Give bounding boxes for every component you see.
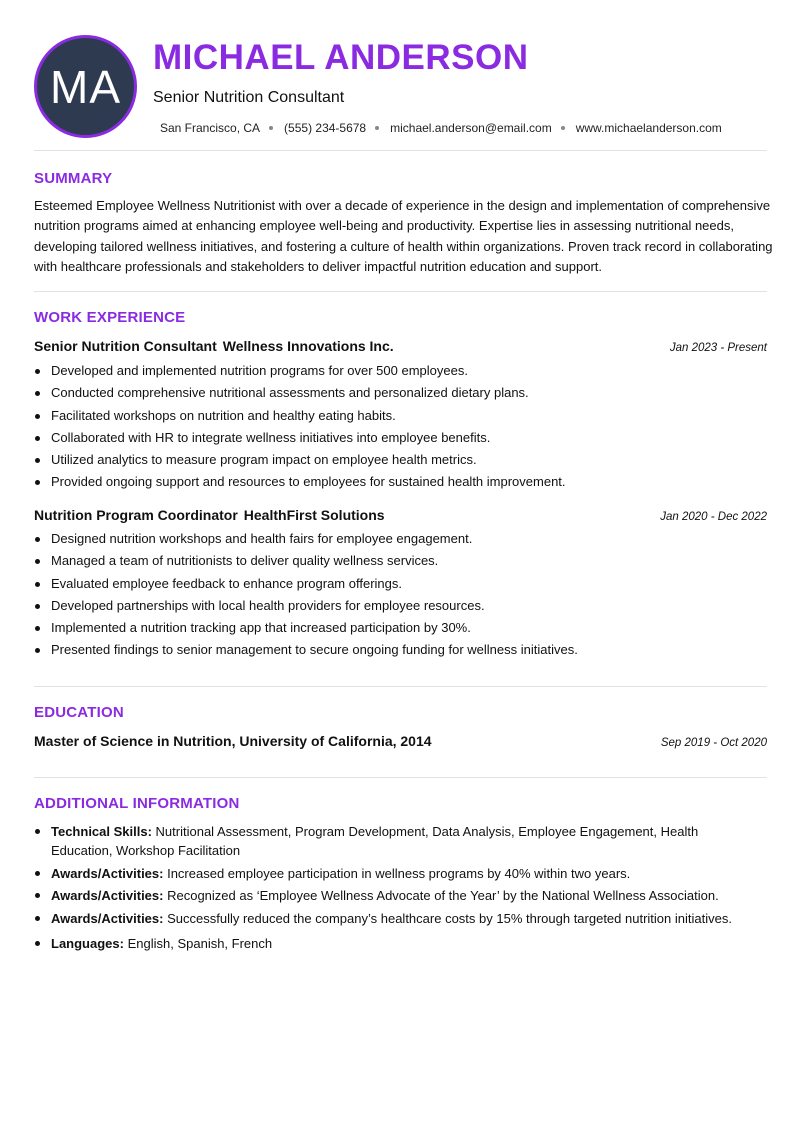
job-header xyxy=(34,507,767,523)
list-item: Utilized analytics to measure program impact on employee health metrics. xyxy=(51,449,771,471)
summary-text: Esteemed Employee Wellness Nutritionist with over a decade of experience in the design and implementation of comprehensive nutrition programs aimed at enhancing employee well-being and productivity. Expertise lies in assessing nutritional needs, developing tailored wellness initiatives, and fostering a culture of health within organizations. Proven track record in collaborating with healthcare professionals and stakeholders to deliver impactful nutrition education and support. xyxy=(34,198,773,275)
divider xyxy=(34,686,767,687)
list-item: Facilitated workshops on nutrition and healthy eating habits. xyxy=(51,405,771,427)
job-company: HealthFirst Solutions xyxy=(243,507,385,523)
info-label: Awards/Activities: xyxy=(51,865,164,881)
education-dates: Sep 2019 - Oct 2020 xyxy=(660,737,767,749)
list-item: Conducted comprehensive nutritional assessments and personalized dietary plans. xyxy=(51,382,771,404)
info-text: Recognized as ‘Employee Wellness Advocate of the Year’ by the National Wellness Association. xyxy=(167,888,719,903)
contact-website[interactable]: www.michaelanderson.com xyxy=(575,121,722,135)
list-item: Developed and implemented nutrition programs for over 500 employees. xyxy=(51,360,771,382)
info-text: Increased employee participation in wellness programs by 40% within two years. xyxy=(167,865,631,881)
list-item: Developed partnerships with local health providers for employee resources. xyxy=(51,595,771,617)
avatar xyxy=(34,35,137,138)
candidate-role: Senior Nutrition Consultant xyxy=(153,89,345,106)
separator-dot-icon xyxy=(269,126,273,130)
list-item: Presented findings to senior management to secure ongoing funding for wellness initiatives. xyxy=(51,639,771,661)
job-position: Senior Nutrition Consultant xyxy=(34,338,217,354)
contact-email[interactable]: michael.anderson@email.com xyxy=(390,121,552,135)
education-header xyxy=(34,733,767,749)
info-text: Successfully reduced the company’s healthcare costs by 15% through targeted nutrition initiatives. xyxy=(167,910,732,926)
list-item xyxy=(51,864,761,883)
additional-heading: ADDITIONAL INFORMATION xyxy=(34,795,240,812)
list-item: Designed nutrition workshops and health fairs for employee engagement. xyxy=(51,528,771,550)
contact-phone: (555) 234-5678 xyxy=(284,121,367,135)
contact-info xyxy=(160,121,722,135)
list-item: Evaluated employee feedback to enhance program offerings. xyxy=(51,573,771,595)
list-item xyxy=(51,886,761,905)
avatar-initials: MA xyxy=(50,60,121,113)
separator-dot-icon xyxy=(375,126,379,130)
job-dates: Jan 2020 - Dec 2022 xyxy=(660,511,767,523)
info-label: Awards/Activities: xyxy=(51,888,164,903)
job-position: Nutrition Program Coordinator xyxy=(34,507,238,523)
list-item xyxy=(51,822,761,860)
list-item: Implemented a nutrition tracking app that increased participation by 30%. xyxy=(51,617,771,639)
education-degree: Master of Science in Nutrition, University of California, 2014 xyxy=(34,733,432,749)
education-heading: EDUCATION xyxy=(34,704,124,721)
job-bullet-list xyxy=(51,360,771,494)
info-label: Awards/Activities: xyxy=(51,910,164,926)
job-dates: Jan 2023 - Present xyxy=(669,342,767,354)
list-item: Managed a team of nutritionists to deliver quality wellness services. xyxy=(51,550,771,572)
summary-heading: SUMMARY xyxy=(34,170,113,187)
divider xyxy=(34,777,767,778)
separator-dot-icon xyxy=(561,126,565,130)
info-label: Languages: xyxy=(51,935,124,951)
experience-heading: WORK EXPERIENCE xyxy=(34,309,186,326)
divider xyxy=(34,291,767,292)
contact-location: San Francisco, CA xyxy=(160,121,261,135)
candidate-name: MICHAEL ANDERSON xyxy=(153,38,529,77)
list-item xyxy=(51,934,761,953)
job-header xyxy=(34,338,767,354)
divider xyxy=(34,150,767,151)
job-title-line xyxy=(34,507,385,523)
additional-info-list xyxy=(51,822,761,956)
job-company: Wellness Innovations Inc. xyxy=(222,338,394,354)
list-item: Collaborated with HR to integrate wellness initiatives into employee benefits. xyxy=(51,427,771,449)
list-item xyxy=(51,909,761,928)
info-label: Technical Skills: xyxy=(51,824,152,839)
info-text: Nutritional Assessment, Program Development, Data Analysis, Employee Engagement, Health Education, Workshop Facilitation xyxy=(51,824,699,858)
job-bullet-list xyxy=(51,528,771,662)
job-title-line xyxy=(34,338,394,354)
info-text: English, Spanish, French xyxy=(127,935,273,951)
list-item: Provided ongoing support and resources to employees for sustained health improvement. xyxy=(51,471,771,493)
